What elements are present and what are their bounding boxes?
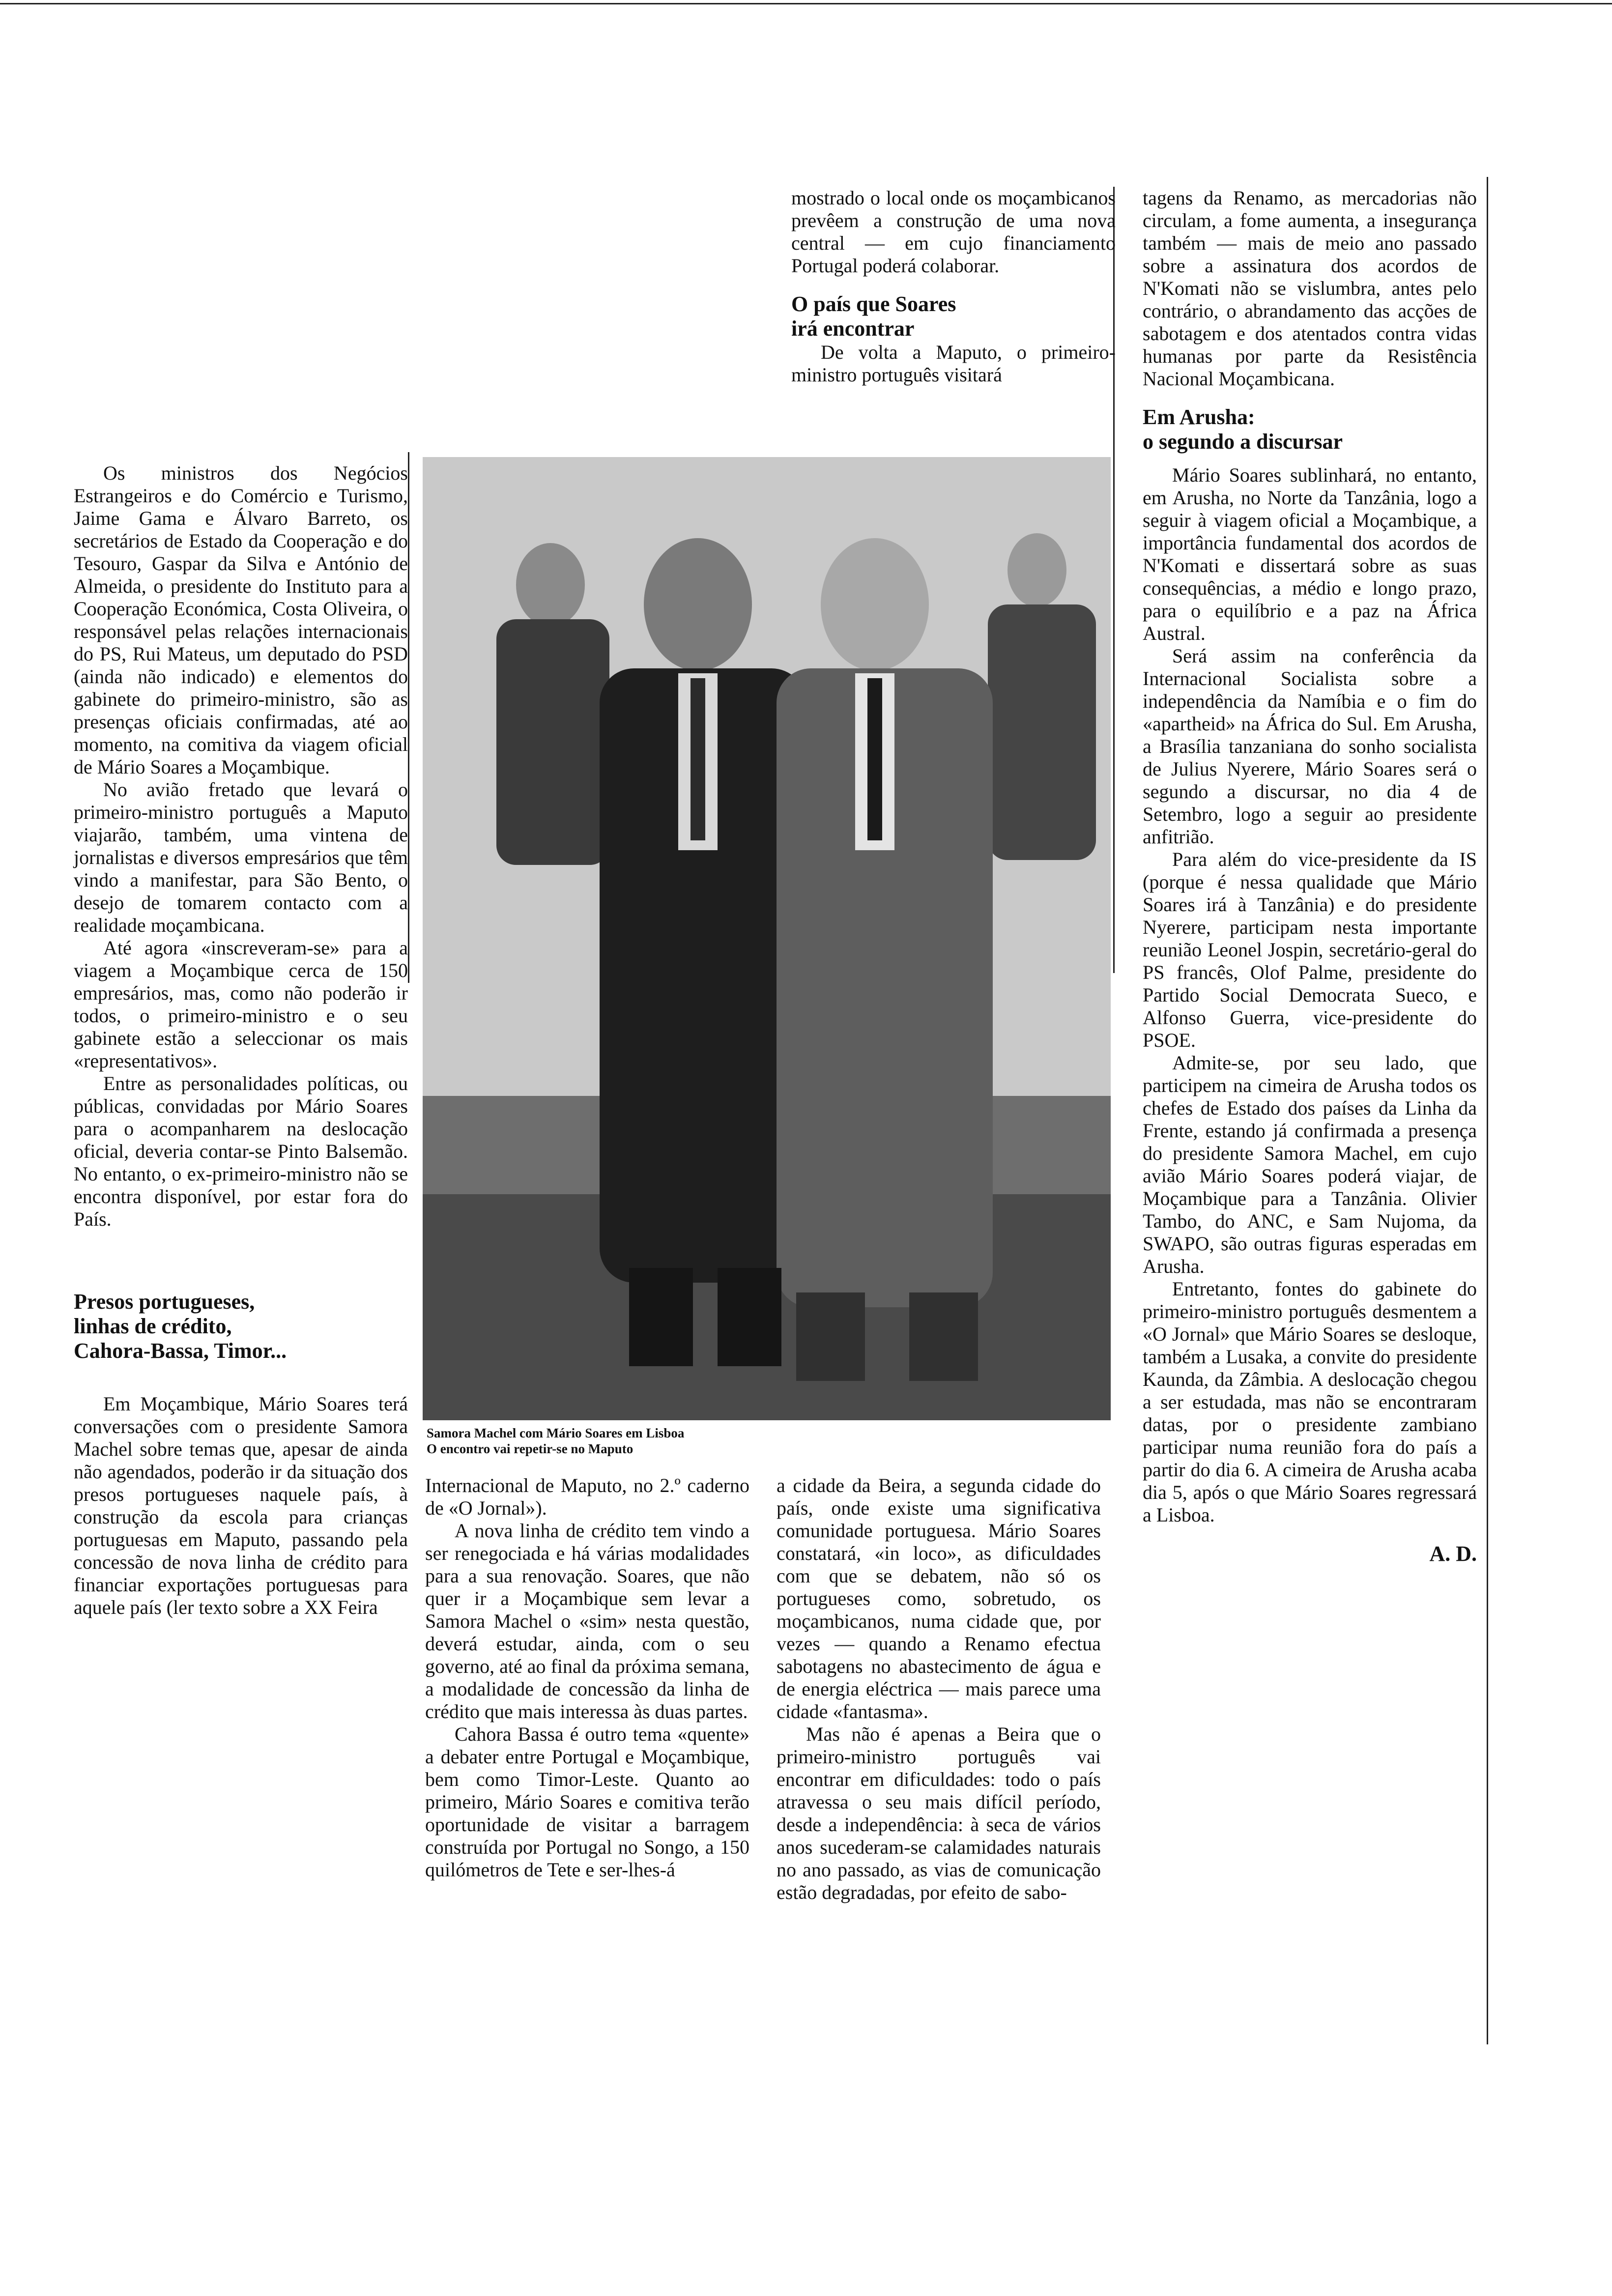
subhead-em-arusha <box>1143 405 1477 454</box>
col2-paragraph-2: A nova linha de crédito tem vindo a ser renegociada e há várias modalidades para a sua renovação. Soares, que não quer ir a Moçambique sem levar a Samora Machel o «sim» nesta questão, deverá estudar, ainda, com o seu governo, até ao final da próxima semana, a modalidade de concessão da linha de crédito que mais interessa às duas partes. <box>425 1520 749 1722</box>
col2-paragraph-1: Internacional de Maputo, no 2.º caderno de «O Jornal»). <box>425 1474 749 1519</box>
col2-paragraph-3: Cahora Bassa é outro tema «quente» a debater entre Portugal e Moçambique, bem como Timor-Leste. Quanto ao primeiro, Mário Soares e comitiva terão oportunidade de visitar a barragem construída por Portugal no Songo, a 150 quilómetros de Tete e ser-lhes-á <box>425 1723 749 1881</box>
column-rule-left <box>408 452 409 983</box>
subhead-line: Presos portugueses, <box>74 1290 255 1314</box>
col3-paragraph-2: Mas não é apenas a Beira que o primeiro-ministro português vai encontrar em dificuldades: todo o país atravessa o seu mais difícil período, desde a independência: à seca de vários anos sucederam-se calamidades naturais no ano passado, as vias de comunicação estão degradadas, por efeito de sabo- <box>777 1723 1101 1903</box>
column-rule-right <box>1487 177 1488 2044</box>
subhead-line: irá encontrar <box>791 316 915 341</box>
col2-intro: De volta a Maputo, o primeiro-ministro português visitará <box>791 341 1116 386</box>
news-photo <box>423 457 1111 1420</box>
column-4 <box>1143 187 1477 1566</box>
subhead-presos-portugueses <box>74 1290 408 1363</box>
subhead-line: Cahora-Bassa, Timor... <box>74 1339 287 1363</box>
col1-paragraph-4: Entre as personalidades políticas, ou públicas, convidadas por Mário Soares para o acompanharem na deslocação oficial, deveria contar-se Pinto Balsemão. No entanto, o ex-primeiro-ministro não se encontra disponível, por estar fora do País. <box>74 1072 408 1230</box>
subhead-line: O país que Soares <box>791 292 956 316</box>
col4-paragraph-2: Será assim na conferência da Internacional Socialista sobre a independência da Namíbia e o fim do «apartheid» na África do Sul. Em Arusha, a Brasília tanzaniana do sonho socialista de Julius Nyerere, Mário Soares será o segundo a discursar, no dia 4 de Setembro, logo a seguir ao presidente anfitrião. <box>1143 645 1477 848</box>
column-3-bottom <box>777 1474 1101 1904</box>
col1-paragraph-3: Até agora «inscreveram-se» para a viagem a Moçambique cerca de 150 empresários, mas, como não poderão ir todos, o primeiro-ministro e o seu gabinete estão a seleccionar os mais «representativos». <box>74 937 408 1072</box>
col1-paragraph-1: Os ministros dos Negócios Estrangeiros e do Comércio e Turismo, Jaime Gama e Álvaro Barreto, os secretários de Estado da Cooperação e do Tesouro, Gaspar da Silva e António de Almeida, o presidente do Instituto para a Cooperação Económica, Costa Oliveira, o responsável pelas relações internacionais do PS, Rui Mateus, um deputado do PSD (ainda não indicado) e elementos do gabinete do primeiro-ministro, são as presenças oficiais confirmadas, até ao momento, na comitiva da viagem oficial de Mário Soares a Moçambique. <box>74 462 408 778</box>
column-2-top <box>791 187 1116 386</box>
subhead-line: linhas de crédito, <box>74 1314 232 1338</box>
col4-paragraph-5: Entretanto, fontes do gabinete do primeiro-ministro português desmentem a «O Jornal» que Mário Soares se desloque, também a Lusaka, a convite do presidente Kaunda, da Zâmbia. A deslocação chegou a ser estudada, mas não se encontraram datas, por o presidente zambiano participar numa reunião fora do país a partir do dia 6. A cimeira de Arusha acaba dia 5, após o que Mário Soares regressará a Lisboa. <box>1143 1278 1477 1526</box>
photo-caption <box>427 1425 918 1457</box>
author-signature: A. D. <box>1429 1542 1477 1566</box>
column-1 <box>74 462 408 1619</box>
col4-paragraph-4: Admite-se, por seu lado, que participem na cimeira de Arusha todos os chefes de Estado dos países da Linha da Frente, estando já confirmada a presença do presidente Samora Machel, em cujo avião Mário Soares poderá viajar, de Moçambique para a Tanzânia. Olivier Tambo, do ANC, e Sam Nujoma, da SWAPO, são outras figuras esperadas em Arusha. <box>1143 1052 1477 1277</box>
col4-continuation: tagens da Renamo, as mercadorias não circulam, a fome aumenta, a insegurança também — mais de meio ano passado sobre a assinatura dos acordos de N'Komati não se vislumbra, antes pelo contrário, o abrandamento das acções de sabotagem e dos atentados contra vidas humanas por parte da Resistência Nacional Moçambicana. <box>1143 187 1477 390</box>
col3-paragraph-1: a cidade da Beira, a segunda cidade do país, onde existe uma significativa comunidade portuguesa. Mário Soares constatará, «in loco», as dificuldades com que se debatem, não só os portugueses como, sobretudo, os moçambicanos, numa cidade que, por vezes — quando a Renamo efectua sabotagens no abastecimento de água e de energia eléctrica — mais parece uma cidade «fantasma». <box>777 1474 1101 1722</box>
subhead-line: o segundo a discursar <box>1143 430 1343 454</box>
column-2-bottom <box>425 1474 749 1881</box>
col4-paragraph-1: Mário Soares sublinhará, no entanto, em Arusha, no Norte da Tanzânia, logo a seguir à viagem oficial a Moçambique, a importância fundamental dos acordos de N'Komati e dissertará sobre as suas consequências, a médio e longo prazo, para o equilíbrio e a paz na África Austral. <box>1143 464 1477 644</box>
col1-paragraph-2: No avião fretado que levará o primeiro-ministro português a Maputo viajarão, também, uma vintena de jornalistas e diversos empresários que têm vindo a manifestar, para São Bento, o desejo de tomarem contacto com a realidade moçambicana. <box>74 778 408 936</box>
col1-paragraph-5: Em Moçambique, Mário Soares terá conversações com o presidente Samora Machel sobre temas que, apesar de ainda não agendados, poderão ir da situação dos presos portugueses naquele país, à construção da escola para crianças portuguesas em Maputo, passando pela concessão de nova linha de crédito para financiar exportações portuguesas para aquele país (ler texto sobre a XX Feira <box>74 1393 408 1618</box>
caption-line-2: O encontro vai repetir-se no Maputo <box>427 1441 633 1456</box>
col4-paragraph-3: Para além do vice-presidente da IS (porque é nessa qualidade que Mário Soares irá à Tanzânia) e do presidente Nyerere, participam nesta importante reunião Leonel Jospin, secretário-geral do PS francês, Olof Palme, presidente do Partido Social Democrata Sueco, e Alfonso Guerra, vice-presidente do PSOE. <box>1143 848 1477 1051</box>
top-rule <box>0 3 1612 4</box>
subhead-line: Em Arusha: <box>1143 405 1255 429</box>
photo-figures <box>423 457 1111 1420</box>
col2-continuation: mostrado o local onde os moçambicanos prevêem a construção de uma nova central — em cujo financiamento Portugal poderá colaborar. <box>791 187 1116 277</box>
caption-line-1: Samora Machel com Mário Soares em Lisboa <box>427 1426 685 1440</box>
subhead-pais-que-soares <box>791 292 1116 341</box>
